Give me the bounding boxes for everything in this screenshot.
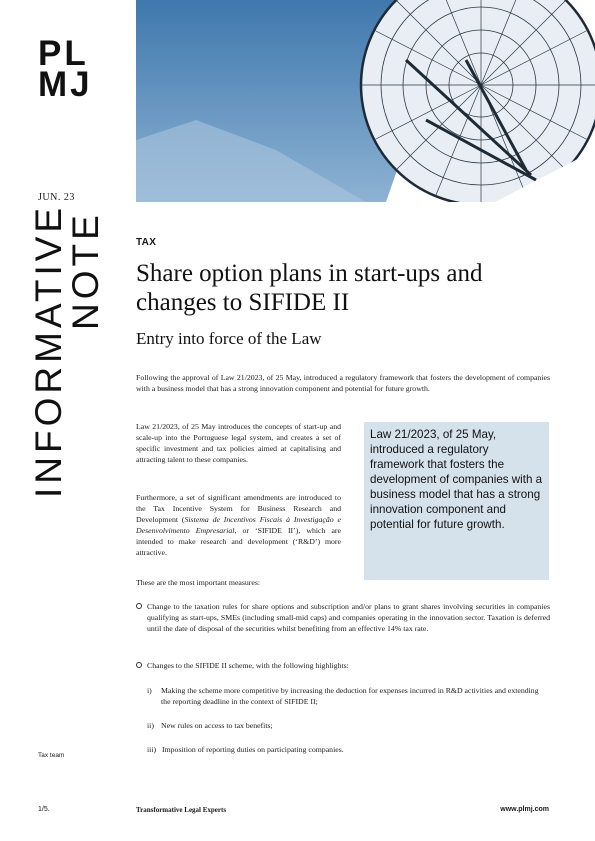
- sub-list-item: [147, 744, 550, 755]
- document-type-vertical: [30, 204, 104, 498]
- hero-image-antenna: [136, 0, 595, 202]
- list-item: [136, 660, 550, 671]
- sub-list-text: Imposition of reporting duties on participating companies.: [162, 745, 344, 754]
- intro-paragraph: Following the approval of Law 21/2023, of 25 May, introduced a regulatory framework that fosters the development of companies with a business model that has a strong innovation component and potential for future growth.: [136, 373, 550, 393]
- sub-list-item: [147, 685, 550, 707]
- pull-quote: Law 21/2023, of 25 May, introduced a regulatory framework that fosters the development of companies with a business model that has a strong innovation component and potential for future growth.: [364, 422, 549, 580]
- website-link[interactable]: www.plmj.com: [500, 806, 549, 813]
- doc-type-line-1: INFORMATIVE: [28, 203, 69, 498]
- page-number: 1/5.: [38, 806, 50, 813]
- bullet-circle-icon: [136, 603, 142, 609]
- list-item-text: Changes to the SIFIDE II scheme, with the following highlights:: [147, 661, 349, 670]
- page-title: Share option plans in start-ups and changes to SIFIDE II: [136, 260, 483, 316]
- sifide-portuguese-name: Sistema de Incentivos Fiscais à Investigação e Desenvolvimento Empresarial: [136, 515, 341, 535]
- plmj-logo: [38, 34, 93, 104]
- footer-tagline: Transformative Legal Experts: [136, 806, 227, 814]
- list-item: [136, 601, 550, 634]
- team-label: Tax team: [38, 752, 65, 759]
- sub-list-number: ii): [147, 721, 154, 730]
- section-label: TAX: [136, 237, 157, 248]
- sub-list-number: iii): [147, 745, 157, 754]
- page-subtitle: Entry into force of the Law: [136, 329, 322, 348]
- sifide-text-2: , or ‘SIFIDE II’), which are intended to make research and development (‘R&D’) more attractive.: [136, 526, 341, 557]
- list-item-text: Change to the taxation rules for share options and subscription and/or plans to grant shares involving securities in companies qualifying as start-ups, SMEs (including small-mid caps) and companies operating in the innovation sector. Taxation is deferred until the date of disposal of the securities whilst benefiting from an effective 14% tax rate.: [147, 602, 550, 633]
- sub-list-number: i): [147, 686, 152, 695]
- law-paragraph: Law 21/2023, of 25 May introduces the concepts of start-up and scale-up into the Portuguese legal system, and creates a set of specific investment and tax policies aimed at capitalising and attracting talent to these companies.: [136, 422, 341, 464]
- bullet-circle-icon: [136, 662, 142, 668]
- issue-date: JUN. 23: [38, 192, 75, 203]
- logo-line-2: MJ: [38, 65, 93, 104]
- sub-list-text: Making the scheme more competitive by increasing the deduction for expenses incurred in R&D activities and extending the reporting deadline in the context of SIFIDE II;: [161, 686, 539, 706]
- measures-intro: These are the most important measures:: [136, 578, 261, 587]
- doc-type-line-2: NOTE: [65, 211, 106, 330]
- sub-list-item: [147, 720, 550, 731]
- sifide-paragraph: [136, 492, 341, 558]
- sub-list-text: New rules on access to tax benefits;: [161, 721, 273, 730]
- logo-line-1: PL: [38, 34, 89, 73]
- sifide-text-1: Furthermore, a set of significant amendments are introduced to the Tax Incentive System for Business Research and Development (: [136, 493, 341, 524]
